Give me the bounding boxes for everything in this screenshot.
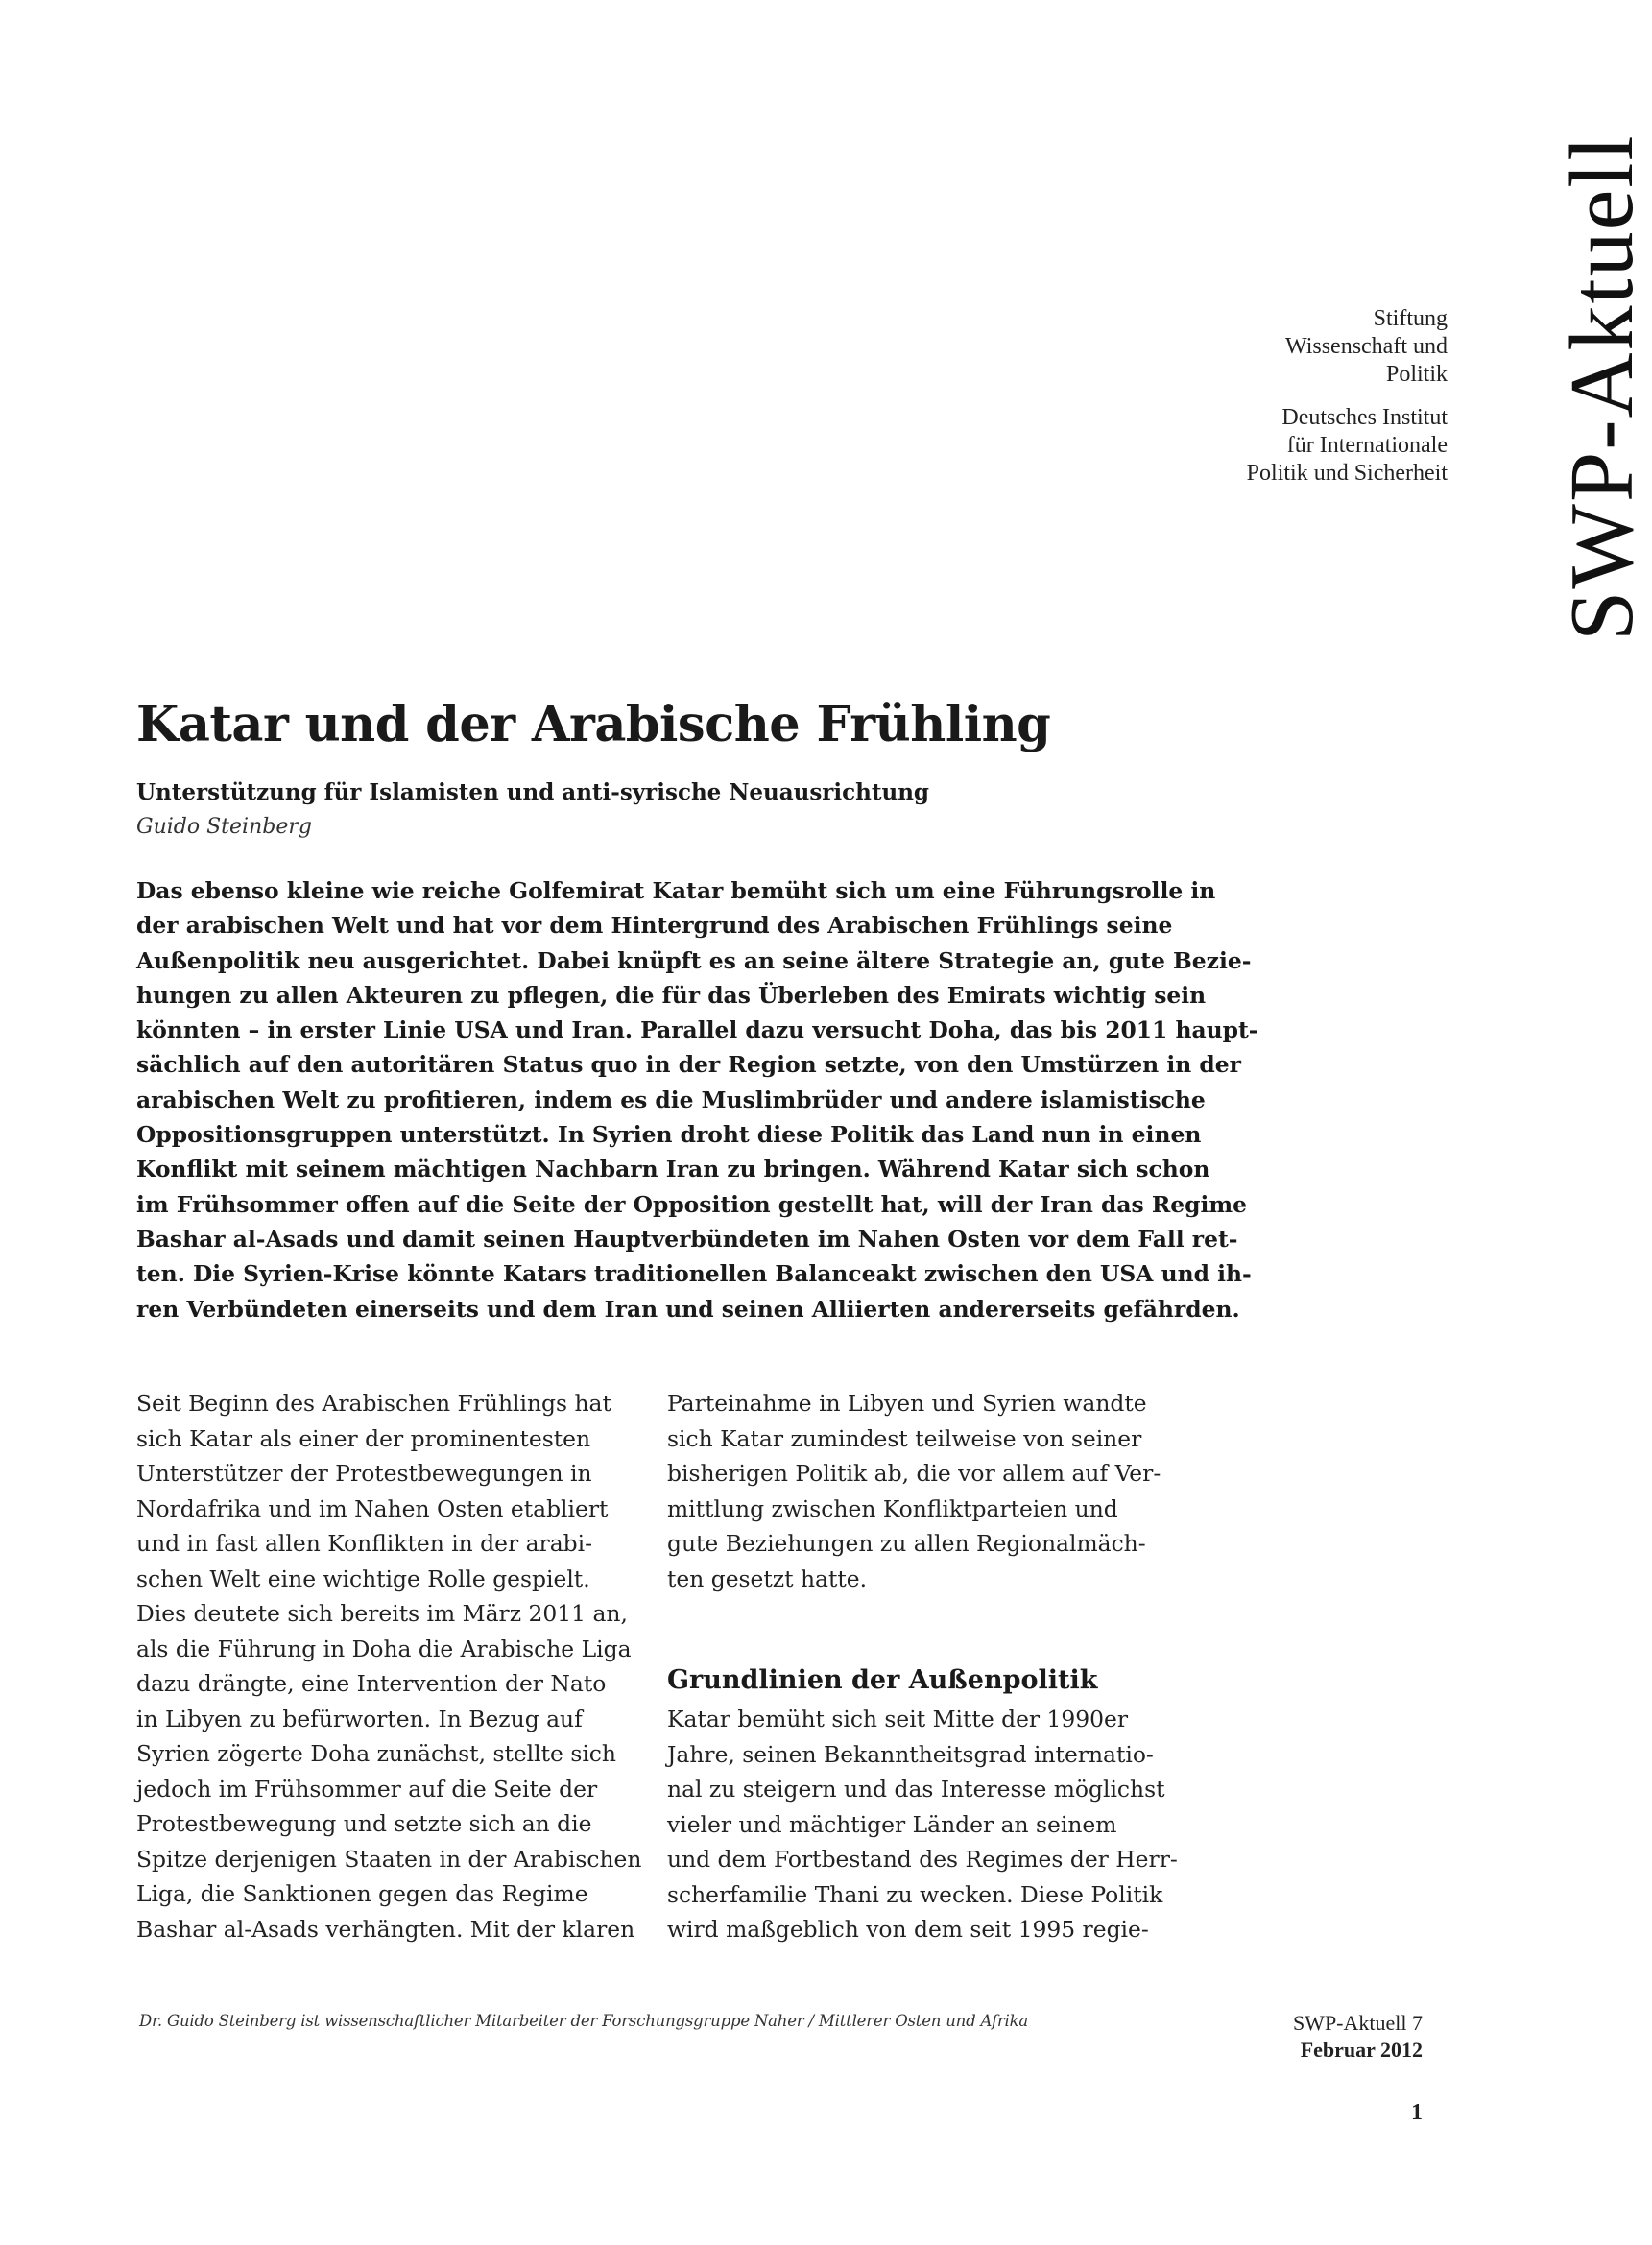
abstract-line: ren Verbündeten einerseits und dem Iran und seinen Alliierten andererseits gefährden. (136, 1295, 1240, 1323)
abstract-line: Konflikt mit seinem mächtigen Nachbarn Iran zu bringen. Während Katar sich schon (136, 1156, 1210, 1183)
body-line: gute Beziehungen zu allen Regionalmäch- (667, 1530, 1146, 1557)
body-line: in Libyen zu befürworten. In Bezug auf (136, 1705, 583, 1732)
body-line: scherfamilie Thani zu wecken. Diese Politik (667, 1880, 1163, 1908)
body-line: dazu drängte, eine Intervention der Nato (136, 1670, 607, 1697)
body-line: Jahre, seinen Bekanntheitsgrad internatio- (667, 1740, 1154, 1768)
body-line: Spitze derjenigen Staaten in der Arabischen (136, 1845, 642, 1873)
body-line: sich Katar zumindest teilweise von seiner (667, 1424, 1142, 1452)
org-line: Politik und Sicherheit (1246, 461, 1448, 486)
author-footnote: Dr. Guido Steinberg ist wissenschaftlicher Mitarbeiter der Forschungsgruppe Naher / Mittlerer Osten und Afrika (139, 2012, 1029, 2030)
abstract-line: der arabischen Welt und hat vor dem Hintergrund des Arabischen Frühlings seine (136, 912, 1173, 940)
body-line: ten gesetzt hatte. (667, 1564, 868, 1592)
org-line: für Internationale (1286, 433, 1448, 458)
body-line: nal zu steigern und das Interesse möglichst (667, 1776, 1165, 1803)
body-line: Liga, die Sanktionen gegen das Regime (136, 1880, 588, 1907)
org-line: Stiftung (1373, 306, 1448, 331)
body-line: Syrien zögerte Doha zunächst, stellte sich (136, 1740, 616, 1767)
body-line: bisherigen Politik ab, die vor allem auf Ver- (667, 1460, 1161, 1487)
body-line: sich Katar als einer der prominentesten (136, 1424, 591, 1452)
org-line: Politik (1385, 362, 1448, 387)
body-line: Nordafrika und im Nahen Osten etabliert (136, 1494, 609, 1522)
series-info (1293, 2010, 1423, 2064)
body-line: als die Führung in Doha die Arabische Liga (136, 1635, 632, 1662)
body-column-left (136, 1386, 641, 1946)
body-column-right-top (667, 1386, 1161, 1596)
org-line: Wissenschaft und (1285, 334, 1448, 359)
series-number: SWP-Aktuell 7 (1292, 2011, 1423, 2035)
abstract-line: Oppositionsgruppen unterstützt. In Syrien droht diese Politik das Land nun in einen (136, 1121, 1202, 1149)
abstract-line: Außenpolitik neu ausgerichtet. Dabei knüpft es an seine ältere Strategie an, gute Bezie- (136, 946, 1252, 974)
body-line: und in fast allen Konflikten in der arabi- (136, 1530, 593, 1557)
body-line: Seit Beginn des Arabischen Frühlings hat (136, 1390, 611, 1417)
abstract-line: ten. Die Syrien-Krise könnte Katars traditionellen Balanceakt zwischen den USA und ih- (136, 1260, 1252, 1288)
body-line: Unterstützer der Protestbewegungen in (136, 1460, 592, 1487)
institute-name (1247, 404, 1448, 488)
article-abstract (136, 873, 1258, 1326)
article-author: Guido Steinberg (136, 815, 312, 839)
org-line: Deutsches Institut (1281, 405, 1448, 430)
body-line: und dem Fortbestand des Regimes der Herr- (667, 1846, 1178, 1873)
article-title: Katar und der Arabische Frühling (136, 696, 1051, 753)
body-line: vieler und mächtiger Länder an seinem (667, 1810, 1117, 1838)
article-subtitle: Unterstützung für Islamisten und anti-syrische Neuausrichtung (136, 779, 930, 805)
organization-block (1247, 305, 1448, 488)
abstract-line: sächlich auf den autoritären Status quo in der Region setzte, von den Umstürzen in der (136, 1051, 1241, 1079)
abstract-line: im Frühsommer offen auf die Seite der Opposition gestellt hat, will der Iran das Regime (136, 1190, 1248, 1218)
body-line: mittlung zwischen Konfliktparteien und (667, 1494, 1118, 1522)
body-line: jedoch im Frühsommer auf die Seite der (136, 1775, 598, 1803)
body-line: Dies deutete sich bereits im März 2011 an, (136, 1600, 628, 1627)
abstract-line: hungen zu allen Akteuren zu pflegen, die für das Überleben des Emirats wichtig sein (136, 981, 1207, 1009)
body-line: Bashar al-Asads verhängten. Mit der klaren (136, 1915, 635, 1943)
page-number: 1 (1411, 2100, 1423, 2125)
body-line: wird maßgeblich von dem seit 1995 regie- (667, 1916, 1149, 1943)
section-heading: Grundlinien der Außenpolitik (667, 1665, 1098, 1695)
abstract-line: Das ebenso kleine wie reiche Golfemirat Katar bemüht sich um eine Führungsrolle in (136, 877, 1216, 904)
swp-aktuell-masthead: SWP-Aktuell (1552, 133, 1652, 641)
body-line: Protestbewegung und setzte sich an die (136, 1810, 592, 1837)
body-line: Katar bemüht sich seit Mitte der 1990er (667, 1706, 1129, 1732)
body-line: Parteinahme in Libyen und Syrien wandte (667, 1390, 1147, 1417)
body-column-right-bottom (667, 1702, 1178, 1947)
publication-date: Februar 2012 (1300, 2038, 1423, 2062)
organization-name (1247, 305, 1448, 389)
abstract-line: arabischen Welt zu profitieren, indem es die Muslimbrüder und andere islamistische (136, 1086, 1206, 1113)
abstract-line: Bashar al-Asads und damit seinen Hauptverbündeten im Nahen Osten vor dem Fall ret- (136, 1225, 1238, 1253)
abstract-line: könnten – in erster Linie USA und Iran. Parallel dazu versucht Doha, das bis 2011 haupt- (136, 1016, 1258, 1044)
body-line: schen Welt eine wichtige Rolle gespielt. (136, 1564, 590, 1592)
